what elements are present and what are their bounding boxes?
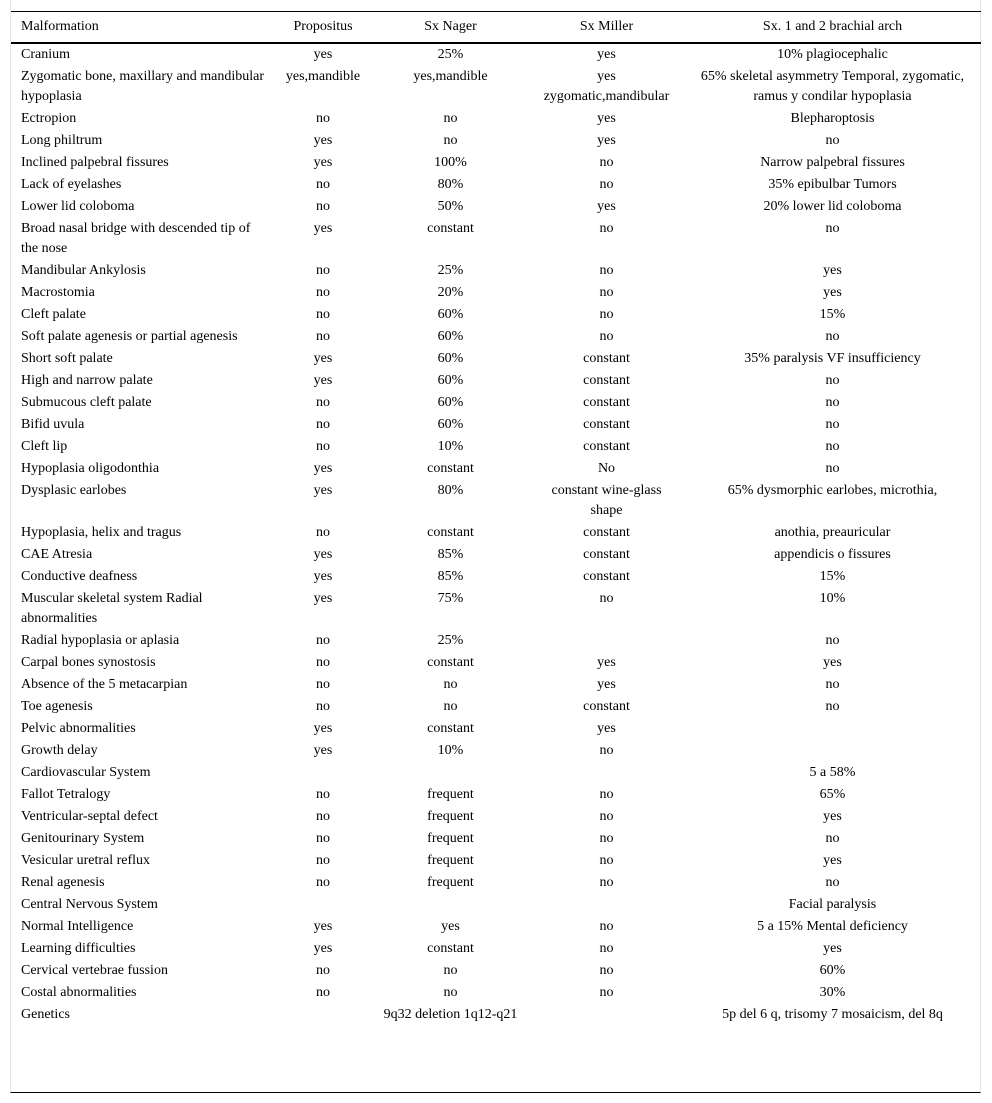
table-row [11, 850, 981, 872]
cell-malformation: Absence of the 5 metacarpian [21, 677, 188, 692]
cell-propositus: no [316, 263, 330, 278]
table-row [11, 152, 981, 174]
cell-sx-miller: constant [583, 699, 630, 714]
cell-brachial-arch: 30% [819, 985, 846, 1000]
cell-brachial-arch: no [825, 875, 840, 890]
cell-sx-nager: 85% [437, 569, 464, 584]
cell-propositus: no [316, 699, 330, 714]
cell-malformation: Fallot Tetralogy [21, 787, 111, 802]
cell-sx-miller: constant [583, 417, 630, 432]
cell-malformation: Long philtrum [21, 133, 103, 148]
table-row [11, 566, 981, 588]
cell-sx-miller: yes [597, 655, 616, 670]
cell-propositus: no [316, 985, 330, 1000]
cell-brachial-arch: 15% [819, 569, 846, 584]
cell-brachial-arch: 35% epibulbar Tumors [768, 177, 897, 192]
table-row [11, 894, 981, 916]
malformation-comparison-table [11, 11, 981, 1027]
cell-malformation: Learning difficulties [21, 941, 136, 956]
table-row [11, 588, 981, 630]
cell-propositus: no [316, 307, 330, 322]
header-propositus: Propositus [293, 19, 353, 34]
cell-sx-miller: constant [583, 547, 630, 562]
cell-sx-miller: no [599, 875, 614, 890]
cell-sx-nager: yes,mandible [413, 69, 488, 84]
cell-sx-miller: constant [583, 525, 630, 540]
cell-brachial-arch: no [825, 699, 840, 714]
cell-malformation: Short soft palate [21, 351, 113, 366]
cell-brachial-arch: no [825, 461, 840, 476]
cell-malformation: Soft palate agenesis or partial agenesis [21, 329, 238, 344]
cell-sx-nager: constant [427, 655, 474, 670]
table-row [11, 630, 981, 652]
table-header [11, 12, 981, 44]
cell-sx-nager: constant [427, 525, 474, 540]
cell-malformation: Lack of eyelashes [21, 177, 122, 192]
cell-malformation: Cranium [21, 47, 70, 62]
cell-sx-miller [529, 1004, 684, 1027]
cell-brachial-arch: yes [823, 941, 842, 956]
cell-sx-nager: constant [427, 221, 474, 236]
table-row [11, 130, 981, 152]
cell-malformation: Cleft lip [21, 439, 68, 454]
cell-sx-miller: No [597, 461, 616, 476]
cell-sx-miller [529, 762, 684, 784]
cell-malformation: CAE Atresia [21, 547, 93, 562]
cell-sx-nager: 60% [437, 395, 464, 410]
table-row [11, 982, 981, 1004]
cell-propositus: yes [313, 721, 333, 736]
cell-sx-nager: 60% [437, 373, 464, 388]
cell-sx-nager: 10% [437, 439, 464, 454]
cell-malformation: Normal Intelligence [21, 919, 134, 934]
cell-brachial-arch: 5 a 58% [809, 765, 856, 780]
cell-propositus: no [316, 633, 330, 648]
cell-propositus: no [316, 329, 330, 344]
header-sx-nager: Sx Nager [424, 19, 477, 34]
cell-brachial-arch: no [825, 417, 840, 432]
cell-sx-nager: 25% [437, 263, 464, 278]
cell-propositus: no [316, 831, 330, 846]
table-row [11, 544, 981, 566]
cell-propositus: yes [313, 941, 333, 956]
cell-sx-nager: 25% [437, 633, 464, 648]
cell-sx-miller [529, 894, 684, 916]
cell-propositus: yes [313, 591, 333, 606]
cell-malformation: Pelvic abnormalities [21, 721, 136, 736]
cell-brachial-arch [684, 718, 981, 740]
cell-brachial-arch: no [825, 373, 840, 388]
cell-sx-nager: 25% [437, 47, 464, 62]
cell-brachial-arch: 65% dysmorphic earlobes, microthia, [727, 483, 938, 498]
table-row [11, 762, 981, 784]
cell-brachial-arch: 10% plagiocephalic [777, 47, 888, 62]
cell-brachial-arch [684, 740, 981, 762]
cell-sx-nager: 75% [437, 591, 464, 606]
cell-brachial-arch: appendicis o fissures [774, 547, 891, 562]
cell-sx-miller: no [599, 985, 614, 1000]
cell-sx-nager: constant [427, 941, 474, 956]
cell-propositus: yes [313, 351, 333, 366]
table-row [11, 392, 981, 414]
cell-sx-miller: constant [583, 439, 630, 454]
cell-brachial-arch: 65% skeletal asymmetry Temporal, zygomatic, ramus y condilar hypoplasia [700, 69, 965, 104]
cell-brachial-arch: yes [823, 285, 842, 300]
cell-brachial-arch: 5 a 15% Mental deficiency [757, 919, 908, 934]
cell-sx-nager: 9q32 deletion 1q12-q21 [383, 1007, 518, 1022]
cell-propositus: yes [313, 483, 333, 498]
table-row [11, 652, 981, 674]
cell-sx-nager: frequent [427, 875, 474, 890]
cell-sx-miller: yes [597, 111, 616, 126]
cell-malformation: Toe agenesis [21, 699, 93, 714]
cell-sx-nager: 50% [437, 199, 464, 214]
cell-brachial-arch: no [825, 395, 840, 410]
cell-brachial-arch: Blepharoptosis [790, 111, 875, 126]
cell-sx-miller: no [599, 591, 614, 606]
table-row [11, 916, 981, 938]
table-row [11, 784, 981, 806]
cell-sx-nager: no [443, 963, 458, 978]
cell-propositus: yes [313, 133, 333, 148]
cell-sx-miller: constant [583, 395, 630, 410]
cell-malformation: Costal abnormalities [21, 985, 137, 1000]
table-body [11, 43, 981, 1027]
cell-sx-miller: constant [583, 373, 630, 388]
table-row [11, 522, 981, 544]
table-row [11, 260, 981, 282]
cell-propositus: yes [313, 569, 333, 584]
cell-brachial-arch: Facial paralysis [788, 897, 877, 912]
cell-propositus: yes [313, 743, 333, 758]
cell-sx-miller: no [599, 263, 614, 278]
cell-sx-miller: no [599, 963, 614, 978]
cell-propositus: yes [313, 47, 333, 62]
table-row [11, 696, 981, 718]
cell-malformation: Genitourinary System [21, 831, 145, 846]
cell-propositus: no [316, 285, 330, 300]
cell-sx-nager: 60% [437, 307, 464, 322]
table-row [11, 218, 981, 260]
table-row [11, 66, 981, 108]
cell-sx-miller: no [599, 221, 614, 236]
cell-brachial-arch: Narrow palpebral fissures [760, 155, 905, 170]
cell-sx-miller [529, 630, 684, 652]
table-row [11, 480, 981, 522]
cell-brachial-arch: no [825, 329, 840, 344]
cell-malformation: Vesicular uretral reflux [21, 853, 151, 868]
cell-sx-nager: constant [427, 461, 474, 476]
cell-sx-nager: 100% [434, 155, 467, 170]
cell-malformation: Cervical vertebrae fussion [21, 963, 168, 978]
cell-brachial-arch: yes [823, 809, 842, 824]
cell-sx-miller: yes zygomatic,mandibular [543, 69, 670, 104]
cell-malformation: Muscular skeletal system Radial abnormalities [21, 591, 203, 626]
cell-sx-miller: constant wine-glass shape [551, 483, 662, 518]
cell-propositus: no [316, 111, 330, 126]
cell-sx-miller: no [599, 155, 614, 170]
cell-malformation: Hypoplasia oligodonthia [21, 461, 160, 476]
table-row [11, 938, 981, 960]
header-malformation: Malformation [21, 19, 99, 34]
cell-sx-nager: constant [427, 721, 474, 736]
cell-sx-miller: yes [597, 199, 616, 214]
cell-propositus: yes [313, 461, 333, 476]
cell-propositus: no [316, 525, 330, 540]
cell-propositus: no [316, 809, 330, 824]
cell-sx-nager [372, 762, 529, 784]
cell-sx-nager: 20% [437, 285, 464, 300]
cell-propositus: no [316, 417, 330, 432]
cell-propositus: yes [313, 373, 333, 388]
cell-sx-nager: 60% [437, 329, 464, 344]
cell-sx-nager: frequent [427, 831, 474, 846]
cell-sx-nager: frequent [427, 853, 474, 868]
cell-brachial-arch: 65% [819, 787, 846, 802]
table-row [11, 174, 981, 196]
cell-malformation: Bifid uvula [21, 417, 85, 432]
cell-propositus: no [316, 677, 330, 692]
cell-malformation: Central Nervous System [21, 897, 158, 912]
cell-propositus: no [316, 875, 330, 890]
cell-malformation: Macrostomia [21, 285, 95, 300]
cell-propositus: no [316, 963, 330, 978]
cell-sx-nager: 80% [437, 483, 464, 498]
cell-propositus: no [316, 655, 330, 670]
table-row [11, 348, 981, 370]
table-row [11, 436, 981, 458]
header-brachial-arch: Sx. 1 and 2 brachial arch [762, 19, 903, 34]
cell-sx-nager: 10% [437, 743, 464, 758]
cell-sx-miller: no [599, 941, 614, 956]
cell-propositus: yes [313, 919, 333, 934]
cell-propositus: no [316, 787, 330, 802]
cell-sx-miller: yes [597, 47, 616, 62]
cell-sx-miller: yes [597, 677, 616, 692]
cell-sx-miller: no [599, 919, 614, 934]
cell-brachial-arch: 35% paralysis VF insufficiency [744, 351, 921, 366]
cell-sx-miller: no [599, 787, 614, 802]
cell-brachial-arch: 20% lower lid coloboma [763, 199, 902, 214]
cell-sx-miller: no [599, 285, 614, 300]
cell-sx-nager: 60% [437, 417, 464, 432]
cell-sx-miller: no [599, 743, 614, 758]
cell-sx-nager: 60% [437, 351, 464, 366]
cell-propositus: no [316, 395, 330, 410]
cell-sx-nager: 85% [437, 547, 464, 562]
cell-malformation: Cleft palate [21, 307, 86, 322]
cell-malformation: Zygomatic bone, maxillary and mandibular hypoplasia [21, 69, 264, 104]
table-row [11, 326, 981, 348]
cell-sx-miller: constant [583, 569, 630, 584]
table-row [11, 806, 981, 828]
cell-malformation: High and narrow palate [21, 373, 153, 388]
cell-sx-miller: no [599, 307, 614, 322]
cell-malformation: Ventricular-septal defect [21, 809, 158, 824]
cell-propositus: no [316, 439, 330, 454]
cell-sx-nager: no [443, 677, 458, 692]
cell-propositus [274, 1004, 372, 1027]
cell-sx-nager: frequent [427, 809, 474, 824]
cell-sx-miller: no [599, 329, 614, 344]
cell-brachial-arch: yes [823, 853, 842, 868]
table-row [11, 196, 981, 218]
cell-sx-nager: no [443, 111, 458, 126]
cell-propositus: no [316, 199, 330, 214]
header-sx-miller: Sx Miller [579, 19, 634, 34]
header-row [11, 12, 981, 44]
cell-brachial-arch: no [825, 133, 840, 148]
cell-malformation: Lower lid coloboma [21, 199, 135, 214]
cell-sx-miller: constant [583, 351, 630, 366]
cell-brachial-arch: anothia, preauricular [774, 525, 891, 540]
cell-malformation: Carpal bones synostosis [21, 655, 156, 670]
cell-sx-nager: no [443, 985, 458, 1000]
cell-malformation: Genetics [21, 1007, 70, 1022]
cell-malformation: Broad nasal bridge with descended tip of the nose [21, 221, 251, 256]
cell-propositus: yes [313, 547, 333, 562]
cell-sx-nager: yes [441, 919, 460, 934]
cell-malformation: Inclined palpebral fissures [21, 155, 169, 170]
cell-propositus: no [316, 177, 330, 192]
cell-malformation: Cardiovascular System [21, 765, 151, 780]
cell-sx-nager: no [443, 133, 458, 148]
cell-sx-miller: no [599, 177, 614, 192]
cell-sx-miller: no [599, 831, 614, 846]
cell-sx-nager: no [443, 699, 458, 714]
cell-propositus [274, 894, 372, 916]
cell-malformation: Mandibular Ankylosis [21, 263, 146, 278]
cell-sx-miller: no [599, 853, 614, 868]
cell-malformation: Hypoplasia, helix and tragus [21, 525, 182, 540]
cell-sx-miller: no [599, 809, 614, 824]
cell-brachial-arch: no [825, 633, 840, 648]
table-row [11, 304, 981, 326]
cell-propositus [274, 762, 372, 784]
cell-malformation: Conductive deafness [21, 569, 138, 584]
table-row [11, 458, 981, 480]
cell-brachial-arch: yes [823, 263, 842, 278]
table-row [11, 282, 981, 304]
table-row [11, 414, 981, 436]
table-row [11, 872, 981, 894]
cell-sx-miller: yes [597, 133, 616, 148]
table-row [11, 43, 981, 66]
cell-brachial-arch: 10% [819, 591, 846, 606]
cell-propositus: no [316, 853, 330, 868]
table-row [11, 370, 981, 392]
cell-brachial-arch: 15% [819, 307, 846, 322]
cell-brachial-arch: no [825, 221, 840, 236]
cell-propositus: yes [313, 155, 333, 170]
cell-malformation: Submucous cleft palate [21, 395, 152, 410]
cell-brachial-arch: no [825, 831, 840, 846]
cell-malformation: Radial hypoplasia or aplasia [21, 633, 180, 648]
cell-sx-nager: 80% [437, 177, 464, 192]
cell-brachial-arch: no [825, 439, 840, 454]
table-row [11, 108, 981, 130]
table-row [11, 960, 981, 982]
cell-propositus: yes [313, 221, 333, 236]
cell-malformation: Dysplasic earlobes [21, 483, 127, 498]
cell-sx-nager [372, 894, 529, 916]
cell-malformation: Ectropion [21, 111, 77, 126]
cell-brachial-arch: 60% [819, 963, 846, 978]
cell-sx-miller: yes [597, 721, 616, 736]
cell-brachial-arch: 5p del 6 q, trisomy 7 mosaicism, del 8q [722, 1007, 943, 1022]
cell-brachial-arch: yes [823, 655, 842, 670]
table-row [11, 718, 981, 740]
table-row [11, 828, 981, 850]
table-row [11, 674, 981, 696]
table-row [11, 740, 981, 762]
cell-brachial-arch: no [825, 677, 840, 692]
cell-sx-nager: frequent [427, 787, 474, 802]
cell-malformation: Growth delay [21, 743, 98, 758]
cell-propositus: yes,mandible [285, 69, 361, 84]
cell-malformation: Renal agenesis [21, 875, 105, 890]
table-row [11, 1004, 981, 1027]
